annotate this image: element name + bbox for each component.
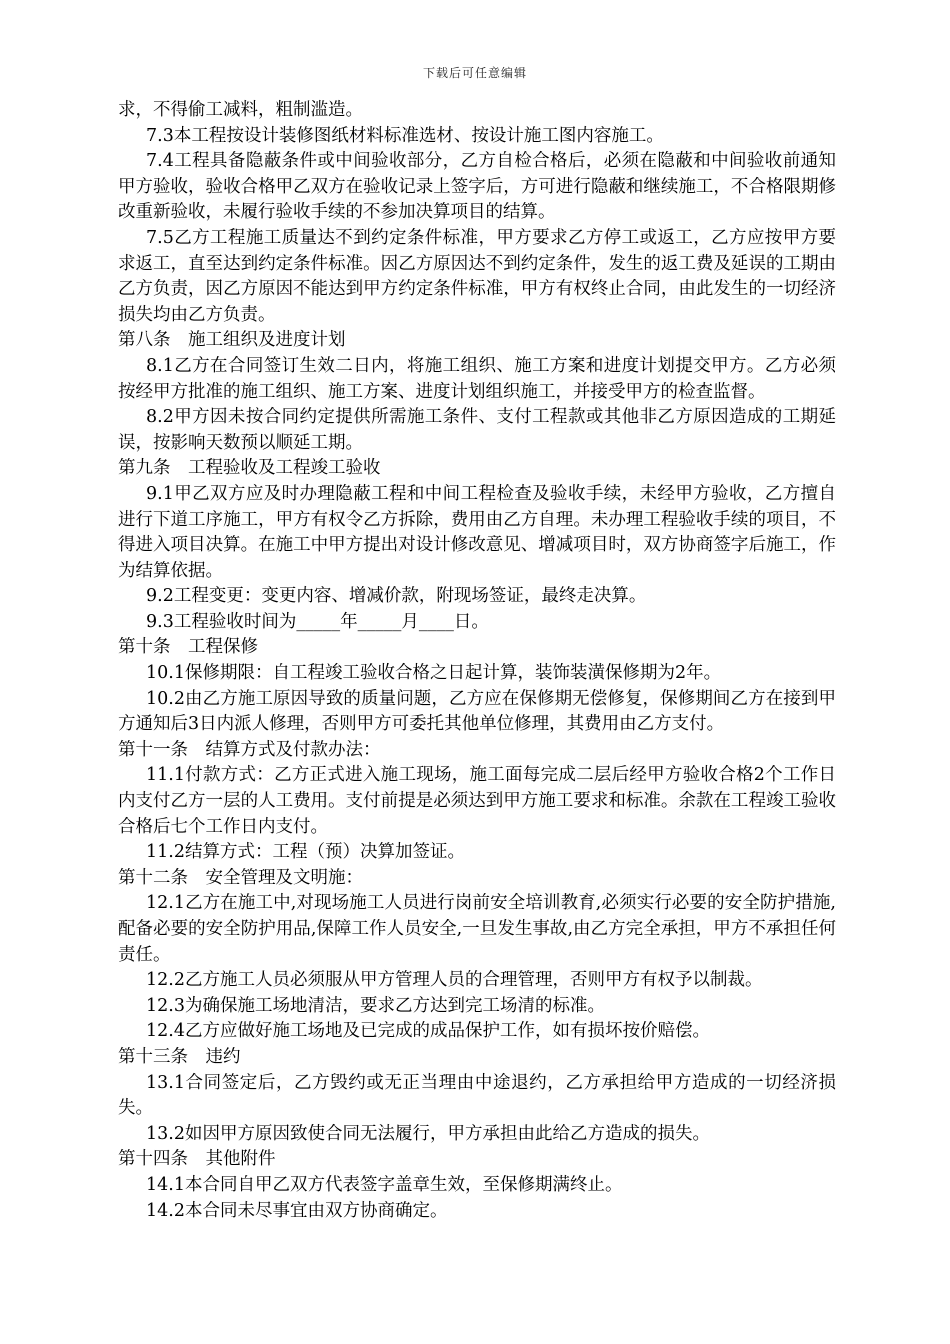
clause-7-3: 7.3本工程按设计装修图纸材料标准选材、按设计施工图内容施工。 <box>146 125 664 146</box>
clause-8-2: 8.2甲方因未按合同约定提供所需施工条件、支付工程款或其他非乙方原因造成的工期延误，按影响天数预以顺延工期。 <box>118 407 836 453</box>
document-body <box>118 98 836 1224</box>
paragraph-continuation: 求，不得偷工减料，粗制滥造。 <box>118 100 363 120</box>
clause-12-2: 12.2乙方施工人员必须服从甲方管理人员的合理管理，否则甲方有权予以制裁。 <box>146 970 763 991</box>
page-header: 下载后可任意编辑 <box>422 66 527 80</box>
clause-13-2: 13.2如因甲方原因致使合同无法履行，甲方承担由此给乙方造成的损失。 <box>146 1123 710 1144</box>
clause-7-4: 7.4工程具备隐蔽条件或中间验收部分，乙方自检合格后，必须在隐蔽和中间验收前通知甲方验收，验收合格甲乙双方在验收记录上签字后，方可进行隐蔽和继续施工，不合格限期修改重新验收，未履行验收手续的不参加决算项目的结算。 <box>118 151 836 223</box>
clause-12-1: 12.1乙方在施工中,对现场施工人员进行岗前安全培训教育,必须实行必要的安全防护措施,配备必要的安全防护用品,保障工作人员安全,一旦发生事故,由乙方完全承担，甲方不承担任何责任。 <box>118 893 836 965</box>
clause-14-1: 14.1本合同自甲乙双方代表签字盖章生效，至保修期满终止。 <box>146 1174 623 1195</box>
article-9-heading: 第九条 工程验收及工程竣工验收 <box>118 458 381 479</box>
clause-12-3: 12.3为确保施工场地清洁，要求乙方达到完工场清的标准。 <box>146 995 605 1016</box>
clause-10-2: 10.2由乙方施工原因导致的质量问题，乙方应在保修期无偿修复，保修期间乙方在接到甲方通知后3日内派人修理，否则甲方可委托其他单位修理，其费用由乙方支付。 <box>118 688 836 735</box>
clause-12-4: 12.4乙方应做好施工场地及已完成的成品保护工作，如有损坏按价赔偿。 <box>146 1021 710 1042</box>
clause-14-2: 14.2本合同未尽事宜由双方协商确定。 <box>146 1200 448 1221</box>
article-12-heading: 第十二条 安全管理及文明施： <box>118 867 363 888</box>
clause-8-1: 8.1乙方在合同签订生效二日内，将施工组织、施工方案和进度计划提交甲方。乙方必须按经甲方批准的施工组织、施工方案、进度计划组织施工，并接受甲方的检查监督。 <box>118 355 836 402</box>
clause-10-1: 10.1保修期限：自工程竣工验收合格之日起计算，装饰装潢保修期为2年。 <box>146 663 722 684</box>
article-11-heading: 第十一条 结算方式及付款办法： <box>118 739 381 760</box>
clause-11-2: 11.2结算方式：工程（预）决算加签证。 <box>146 842 465 863</box>
clause-9-2: 9.2工程变更：变更内容、增减价款，附现场签证，最终走决算。 <box>146 586 647 607</box>
article-10-heading: 第十条 工程保修 <box>118 637 258 658</box>
clause-7-5: 7.5乙方工程施工质量达不到约定条件标准，甲方要求乙方停工或返工，乙方应按甲方要求返工，直至达到约定条件标准。因乙方原因达不到约定条件，发生的返工费及延误的工期由乙方负责，因乙方原因不能达到甲方约定条件标准，甲方有权终止合同，由此发生的一切经济损失均由乙方负责。 <box>118 227 836 325</box>
clause-9-1: 9.1甲乙双方应及时办理隐蔽工程和中间工程检查及验收手续，未经甲方验收，乙方擅自进行下道工序施工，甲方有权令乙方拆除，费用由乙方自理。未办理工程验收手续的项目，不得进入项目决算。在施工中甲方提出对设计修改意见、增减项目时，双方协商签字后施工，作为结算依据。 <box>118 483 836 581</box>
clause-13-1: 13.1合同签定后，乙方毁约或无正当理由中途退约，乙方承担给甲方造成的一切经济损失。 <box>118 1072 836 1119</box>
clause-9-3: 9.3工程验收时间为_____年_____月____日。 <box>146 611 489 632</box>
clause-11-1: 11.1付款方式：乙方正式进入施工现场，施工面每完成二层后经甲方验收合格2个工作日内支付乙方一层的人工费用。支付前提是必须达到甲方施工要求和标准。余款在工程竣工验收合格后七个工作日内支付。 <box>118 765 836 837</box>
article-14-heading: 第十四条 其他附件 <box>118 1149 276 1170</box>
article-8-heading: 第八条 施工组织及进度计划 <box>118 330 346 351</box>
article-13-heading: 第十三条 违约 <box>118 1046 241 1067</box>
